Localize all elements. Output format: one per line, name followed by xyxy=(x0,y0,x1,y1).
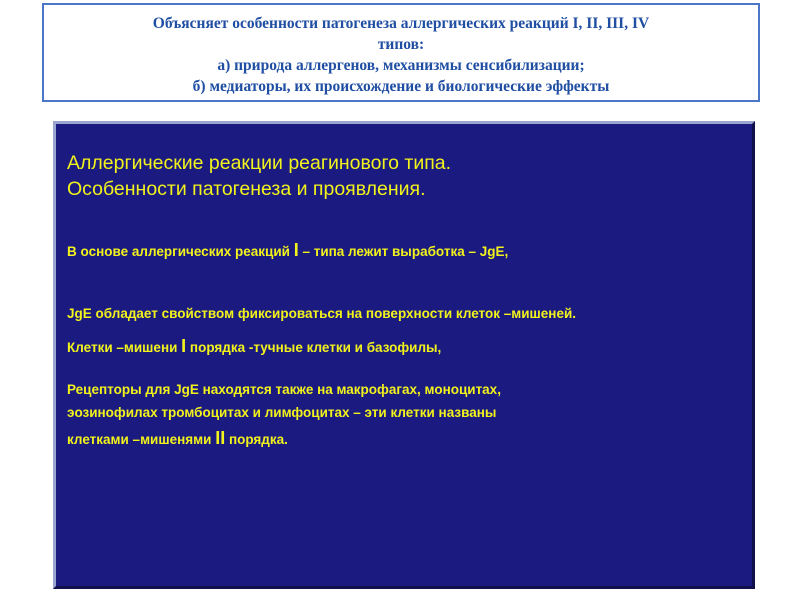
paragraph-3-text-b: порядка -тучные клетки и базофилы, xyxy=(186,340,442,355)
paragraph-2: JgE обладает свойством фиксироваться на поверхности клеток –мишеней. xyxy=(67,306,577,321)
paragraph-4-line-2: эозинофилах тромбоцитах и лимфоцитах – эти клетки названы xyxy=(67,405,497,420)
paragraph-4-line-3-text-a: клетками –мишенями xyxy=(67,432,216,447)
paragraph-1-text-a: В основе аллергических реакций xyxy=(67,244,294,259)
paragraph-4-line-3-text-b: порядка. xyxy=(225,432,288,447)
paragraph-1-roman: I xyxy=(293,240,299,260)
paragraph-4-line-1: Рецепторы для JgE находятся также на макрофагах, моноцитах, xyxy=(67,382,501,397)
slide-title-line-1: Аллергические реакции реагинового типа. xyxy=(67,152,452,174)
paragraph-3-text-a: Клетки –мишени xyxy=(67,340,182,355)
objective-header-box xyxy=(42,3,760,102)
slide-panel xyxy=(53,121,755,589)
paragraph-3-roman: I xyxy=(181,336,187,356)
slide-title-line-2: Особенности патогенеза и проявления. xyxy=(67,178,426,200)
paragraph-4-line-3 xyxy=(67,429,288,449)
paragraph-3 xyxy=(67,337,441,357)
paragraph-1 xyxy=(67,241,508,261)
header-line-4: б) медиаторы, их происхождение и биологические эффекты xyxy=(192,78,610,95)
paragraph-1-text-b: – типа лежит выработка – JgE, xyxy=(298,244,509,259)
header-line-2: типов: xyxy=(377,36,425,53)
header-line-1: Объясняет особенности патогенеза аллергических реакций I, II, III, IV xyxy=(152,15,650,32)
header-line-3: а) природа аллергенов, механизмы сенсибилизации; xyxy=(217,57,585,74)
paragraph-4-line-3-roman: II xyxy=(215,428,226,448)
